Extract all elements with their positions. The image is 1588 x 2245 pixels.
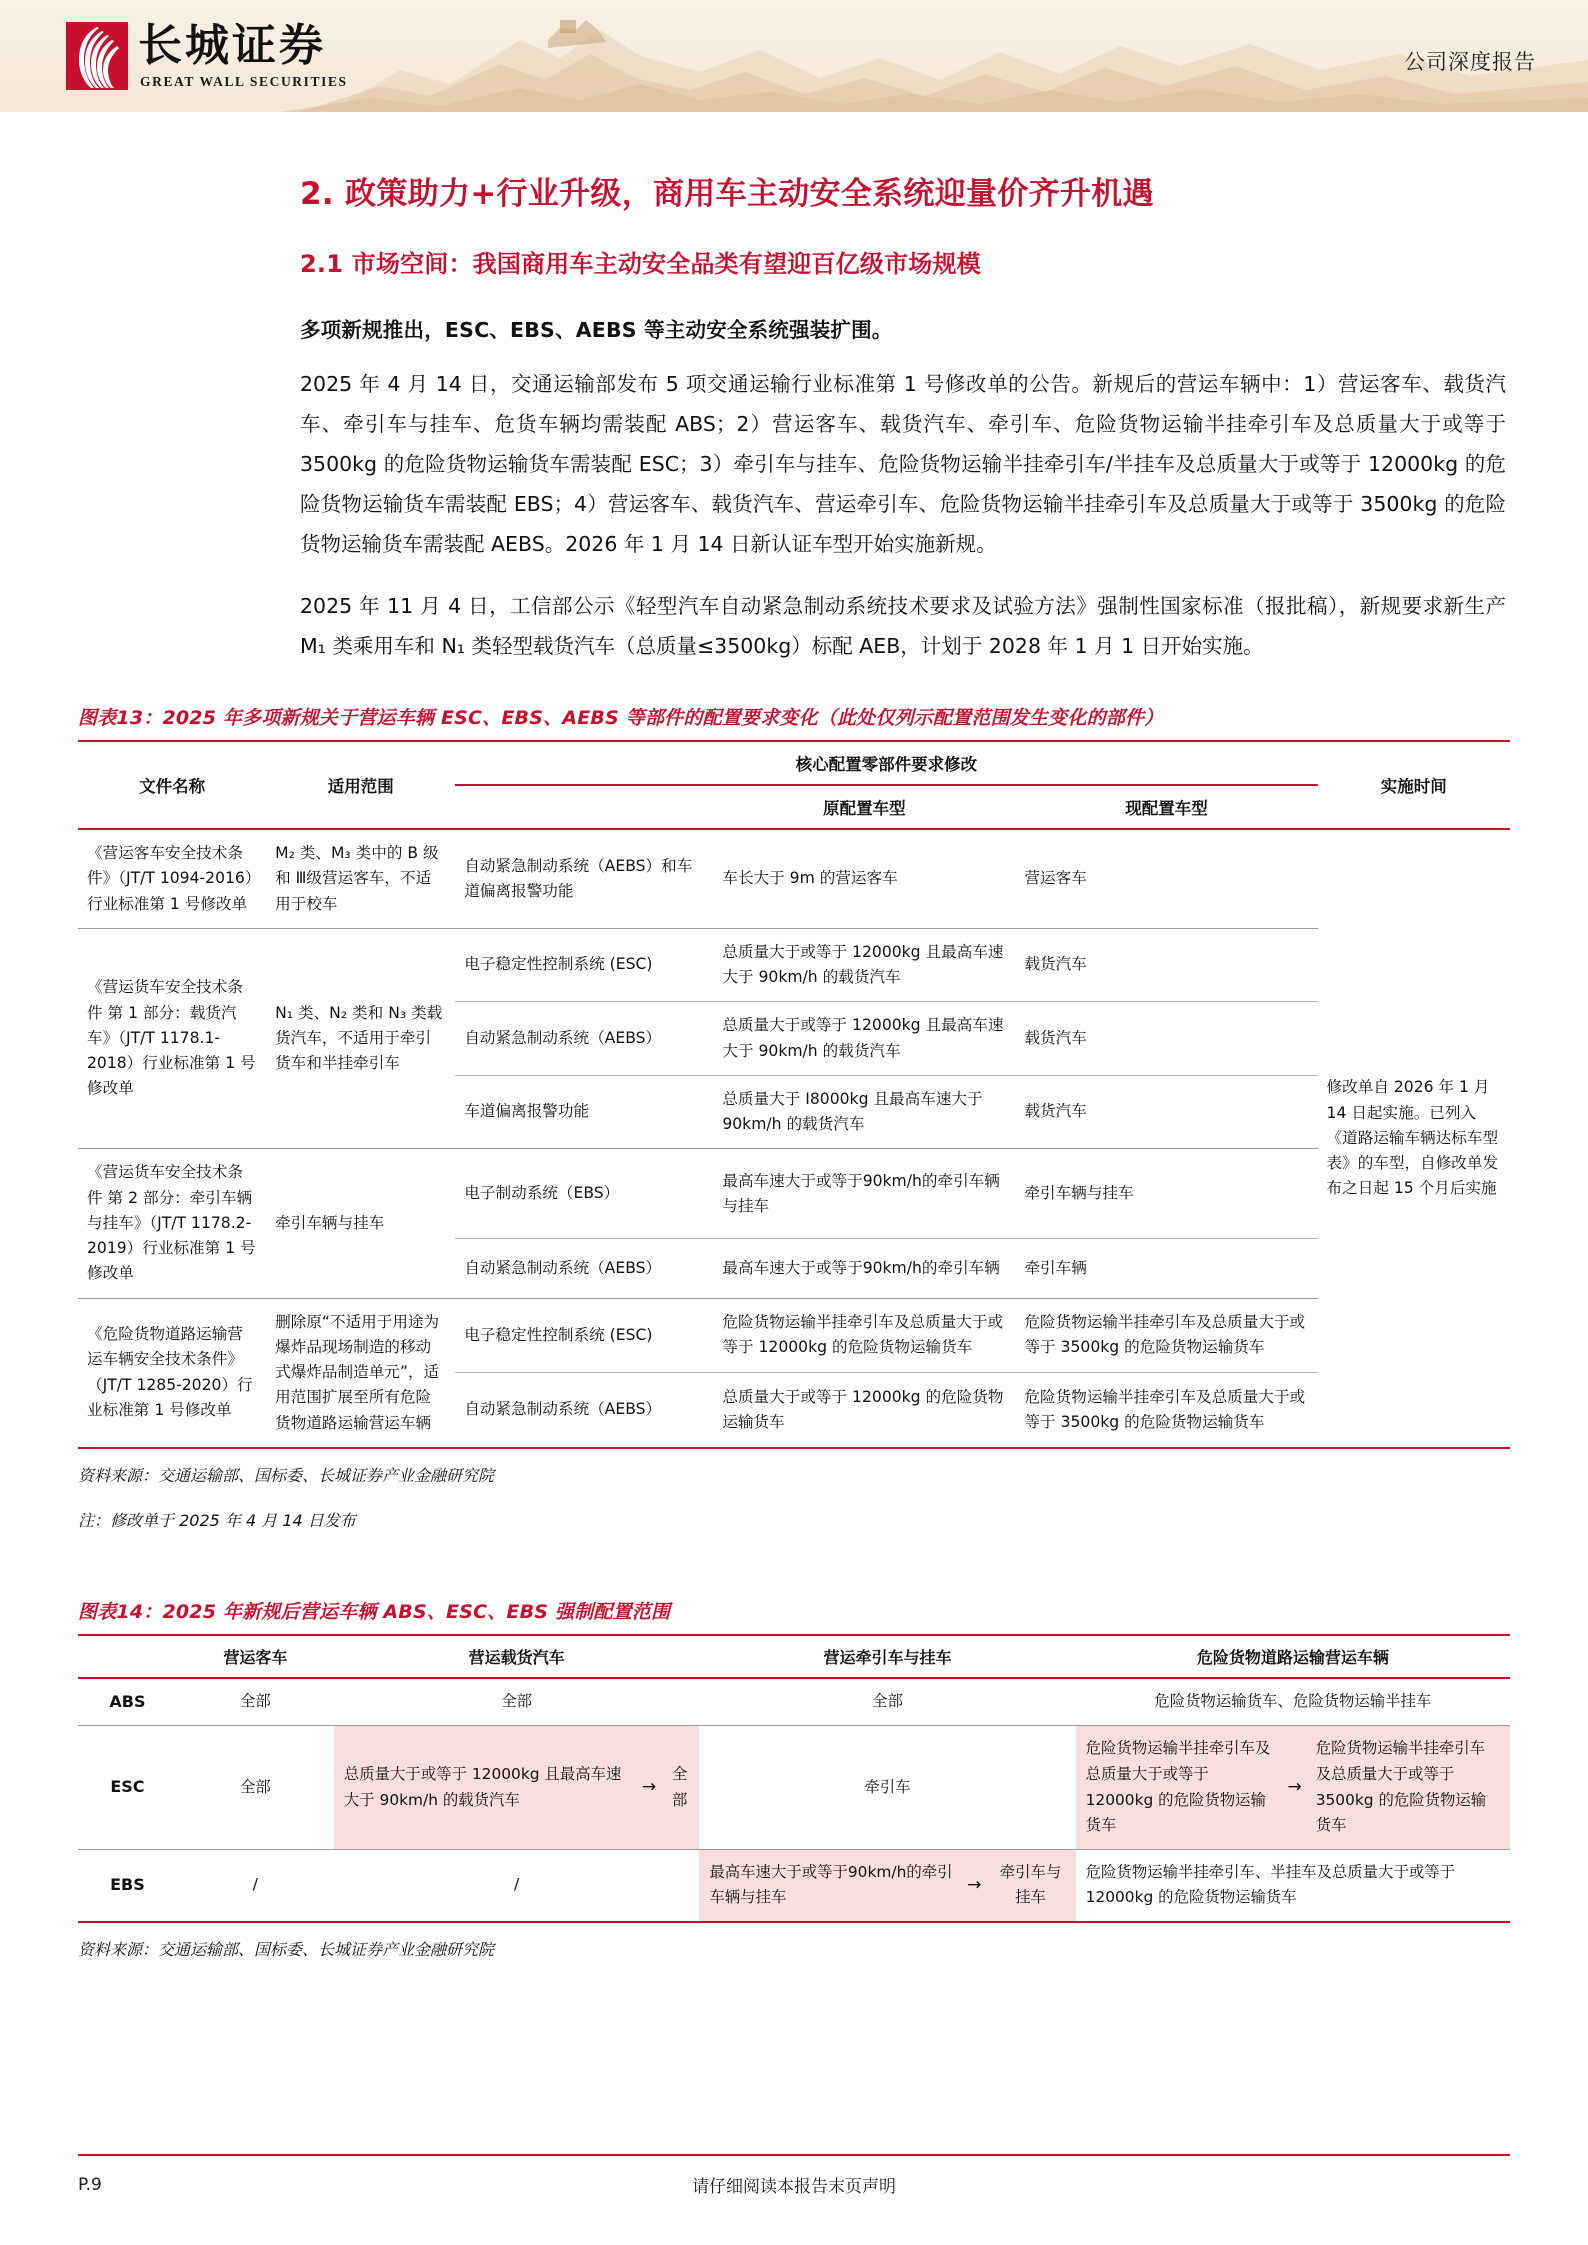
figure-13-table [78, 740, 1510, 1447]
cell-current: 载货汽车 [1015, 928, 1317, 1002]
cell-original: 总质量大于 I8000kg 且最高车速大于 90km/h 的载货汽车 [713, 1075, 1015, 1149]
col-header-bus: 营运客车 [223, 1647, 288, 1667]
lead-paragraph: 多项新规推出，ESC、EBS、AEBS 等主动安全系统强装扩围。 [300, 318, 893, 343]
cell-original: 车长大于 9m 的营运客车 [722, 869, 898, 888]
report-type-label: 公司深度报告 [1404, 50, 1536, 74]
arrow-icon: → [967, 1875, 982, 1896]
figure-14-table-body [78, 1678, 1510, 1921]
cell-component: 自动紧急制动系统（AEBS）和车道偏离报警功能 [464, 856, 693, 900]
arrow-icon: → [1287, 1777, 1302, 1798]
col-header-hazmat: 危险货物道路运输营运车辆 [1196, 1647, 1389, 1667]
cell-current: 营运客车 [1024, 869, 1087, 888]
cell-implementation-time: 修改单自 2026 年 1 月 14 日起实施。已列入《道路运输车辆达标车型表》的车型，自修改单发布之日起 15 个月后实施 [1326, 1078, 1499, 1198]
col-header-tractor: 营运牵引车与挂车 [823, 1647, 952, 1667]
col-header-current-model: 现配置车型 [1015, 785, 1317, 829]
cell-component: 电子稳定性控制系统 (ESC) [455, 1298, 713, 1373]
cell-document: 《营运货车安全技术条件 第 2 部分：牵引车辆与挂车》（JT/T 1178.2-2019）行业标准第 1 号修改单 [78, 1149, 266, 1298]
table-row [78, 829, 1510, 928]
cell-esc-truck-from: 总质量大于或等于 12000kg 且最高车速大于 90km/h 的载货汽车 [343, 1764, 622, 1809]
table-header-row-top [78, 741, 1510, 785]
figure-13-caption: 图表13：2025 年多项新规关于营运车辆 ESC、EBS、AEBS 等部件的配置要求变化（此处仅列示配置范围发生变化的部件） [78, 707, 1164, 730]
subsection-title: 2.1 市场空间：我国商用车主动安全品类有望迎百亿级市场规模 [300, 250, 981, 279]
col-header-group: 核心配置零部件要求修改 [795, 755, 978, 775]
figure-14-table [78, 1634, 1510, 1921]
cell-component: 自动紧急制动系统（AEBS） [455, 1002, 713, 1076]
col-header-implementation-time: 实施时间 [1380, 777, 1447, 797]
cell-component: 自动紧急制动系统（AEBS） [455, 1239, 713, 1298]
table-row [78, 1726, 1510, 1849]
col-header-blank [455, 785, 713, 829]
row-label-esc: ESC [78, 1726, 177, 1849]
cell-document: 《危险货物道路运输营运车辆安全技术条件》（JT/T 1285-2020）行业标准第 1 号修改单 [78, 1298, 266, 1447]
cell-scope: N₁ 类、N₂ 类和 N₃ 类载货汽车，不适用于牵引货车和半挂牵引车 [266, 928, 455, 1149]
footer-disclaimer: 请仔细阅读本报告末页声明 [692, 2177, 896, 2197]
cell-esc-hazmat-from: 危险货物运输半挂牵引车及总质量大于或等于 12000kg 的危险货物运输货车 [1085, 1739, 1271, 1835]
cell-original: 总质量大于或等于 12000kg 的危险货物运输货车 [713, 1373, 1015, 1447]
cell-scope: 删除原“不适用于用途为爆炸品现场制造的移动式爆炸品制造单元”，适用范围扩展至所有危险货物道路运输营运车辆 [266, 1298, 455, 1447]
figure-13-note: 注：修改单于 2025 年 4 月 14 日发布 [78, 1510, 356, 1530]
logo-english-name: GREAT WALL SECURITIES [140, 74, 348, 89]
cell-original: 总质量大于或等于 12000kg 且最高车速大于 90km/h 的载货汽车 [713, 1002, 1015, 1076]
cell-abs-bus: 全部 [239, 1692, 271, 1711]
cell-esc-hazmat-to: 危险货物运输半挂牵引车及总质量大于或等于 3500kg 的危险货物运输货车 [1315, 1739, 1487, 1835]
figure-13-table-body [78, 829, 1510, 1447]
cell-current: 牵引车辆 [1015, 1239, 1317, 1298]
cell-esc-tractor: 牵引车 [699, 1726, 1075, 1849]
body-paragraph-1: 2025 年 4 月 14 日，交通运输部发布 5 项交通运输行业标准第 1 号修改单的公告。新规后的营运车辆中：1）营运客车、载货汽车、牵引车与挂车、危货车辆均需装配 ABS；2）营运客车、载货汽车、牵引车、危险货物运输半挂牵引车及总质量大于或等于 3500kg 的危险货物运输货车需装配 ESC；3）牵引车与挂车、危险货物运输半挂牵引车/半挂车及总质量大于或等于 12000kg 的危险货物运输货车需装配 EBS；4）营运客车、载货汽车、营运牵引车、危险货物运输半挂牵引车及总质量大于或等于 3500kg 的危险货物运输货车需装配 AEBS。2026 年 1 月 14 日新认证车型开始实施新规。 [300, 372, 1506, 557]
table-row [78, 1678, 1510, 1726]
arrow-icon: → [641, 1777, 657, 1798]
cell-esc-truck-to: 全部 [672, 1764, 688, 1809]
cell-component: 电子稳定性控制系统 (ESC) [455, 928, 713, 1002]
table-header-row [78, 1635, 1510, 1678]
cell-abs-tractor: 全部 [872, 1692, 903, 1711]
col-header-system [78, 1635, 177, 1678]
figure-14-bottom-rule [78, 1921, 1510, 1923]
footer-page-number: P.9 [78, 2174, 102, 2195]
cell-scope: 牵引车辆与挂车 [266, 1149, 455, 1298]
page-footer [78, 2154, 1510, 2197]
cell-ebs-tractor-to: 牵引车与挂车 [999, 1862, 1062, 1907]
cell-abs-hazmat: 危险货物运输货车、危险货物运输半挂车 [1154, 1692, 1432, 1711]
cell-esc-bus: 全部 [177, 1726, 334, 1849]
col-header-scope: 适用范围 [327, 777, 394, 797]
section-title: 2. 政策助力+行业升级，商用车主动安全系统迎量价齐升机遇 [300, 176, 1154, 212]
cell-ebs-hazmat: 危险货物运输半挂牵引车、半挂车及总质量大于或等于 12000kg 的危险货物运输货车 [1076, 1849, 1510, 1921]
figure-13-bottom-rule [78, 1447, 1510, 1449]
cell-ebs-bus: / [177, 1849, 334, 1921]
row-label-ebs: EBS [78, 1849, 177, 1921]
cell-component: 自动紧急制动系统（AEBS） [455, 1373, 713, 1447]
col-header-truck: 营运载货汽车 [468, 1647, 565, 1667]
cell-current: 危险货物运输半挂牵引车及总质量大于或等于 3500kg 的危险货物运输货车 [1015, 1298, 1317, 1373]
cell-component: 车道偏离报警功能 [455, 1075, 713, 1149]
table-row [78, 1849, 1510, 1921]
cell-original: 最高车速大于或等于90km/h的牵引车辆与挂车 [713, 1149, 1015, 1239]
cell-current: 危险货物运输半挂牵引车及总质量大于或等于 3500kg 的危险货物运输货车 [1015, 1373, 1317, 1447]
table-row [78, 1298, 1510, 1373]
cell-ebs-tractor-from: 最高车速大于或等于90km/h的牵引车辆与挂车 [709, 1862, 953, 1907]
table-row [78, 1149, 1510, 1239]
row-label-abs: ABS [109, 1691, 146, 1711]
col-header-original-model: 原配置车型 [713, 785, 1015, 829]
page-content [0, 174, 1588, 1960]
cell-component: 电子制动系统（EBS） [455, 1149, 713, 1239]
cell-ebs-truck: / [334, 1849, 700, 1921]
page-header-banner [0, 0, 1588, 112]
cell-document: 《营运客车安全技术条件》（JT/T 1094-2016）行业标准第 1 号修改单 [87, 844, 253, 913]
table-row [78, 928, 1510, 1002]
cell-current: 载货汽车 [1015, 1002, 1317, 1076]
figure-13-source: 资料来源：交通运输部、国标委、长城证券产业金融研究院 [78, 1465, 495, 1485]
figure-14-source: 资料来源：交通运输部、国标委、长城证券产业金融研究院 [78, 1939, 495, 1959]
cell-document: 《营运货车安全技术条件 第 1 部分：载货汽车》（JT/T 1178.1-2018）行业标准第 1 号修改单 [78, 928, 266, 1149]
col-header-document: 文件名称 [139, 777, 206, 797]
cell-abs-truck: 全部 [501, 1692, 533, 1711]
body-paragraph-2: 2025 年 11 月 4 日，工信部公示《轻型汽车自动紧急制动系统技术要求及试验方法》强制性国家标准（报批稿），新规要求新生产 M₁ 类乘用车和 N₁ 类轻型载货汽车（总质量≤3500kg）标配 AEB，计划于 2028 年 1 月 1 日开始实施。 [300, 594, 1506, 659]
cell-original: 危险货物运输半挂牵引车及总质量大于或等于 12000kg 的危险货物运输货车 [713, 1298, 1015, 1373]
cell-original: 最高车速大于或等于90km/h的牵引车辆 [713, 1239, 1015, 1298]
cell-current: 载货汽车 [1015, 1075, 1317, 1149]
cell-original: 总质量大于或等于 12000kg 且最高车速大于 90km/h 的载货汽车 [713, 928, 1015, 1002]
cell-ebs-tractor [699, 1849, 1075, 1921]
cell-esc-hazmat [1076, 1726, 1510, 1849]
cell-scope: M₂ 类、M₃ 类中的 B 级和 Ⅲ级营运客车，不适用于校车 [275, 844, 439, 913]
great-wall-logo-icon [66, 22, 128, 90]
company-logo [66, 22, 348, 90]
footer-rule [78, 2154, 1510, 2156]
cell-esc-truck [334, 1726, 700, 1849]
figure-14-caption: 图表14：2025 年新规后营运车辆 ABS、ESC、EBS 强制配置范围 [78, 1600, 671, 1623]
cell-current: 牵引车辆与挂车 [1015, 1149, 1317, 1239]
logo-chinese-name: 长城证券 [138, 20, 326, 72]
